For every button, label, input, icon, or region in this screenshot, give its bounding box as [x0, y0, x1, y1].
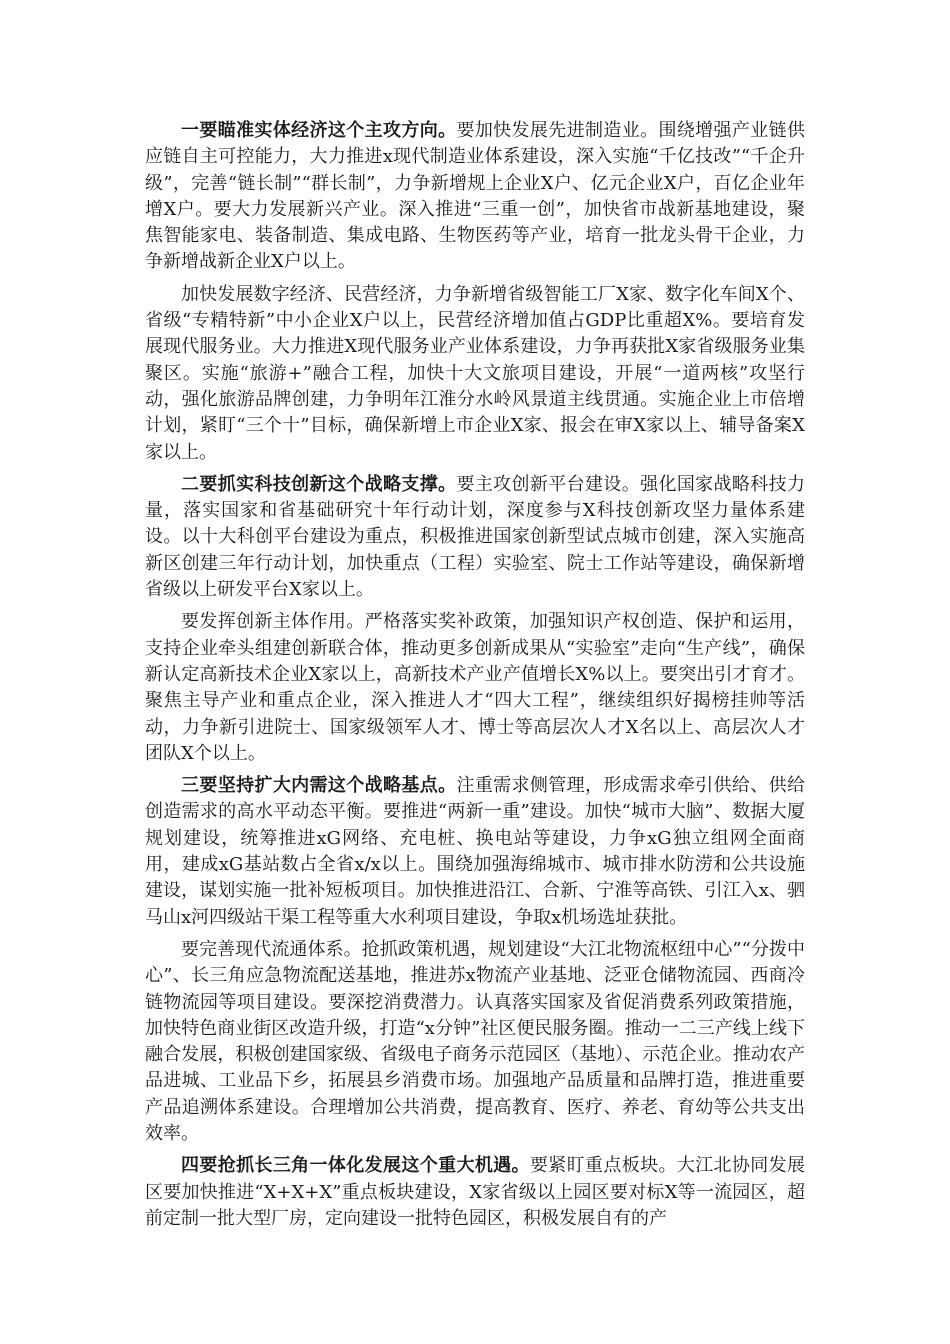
paragraph-lead-heading: 二要抓实科技创新这个战略支撑。	[181, 473, 457, 495]
paragraph-6	[145, 937, 805, 1147]
document-page	[145, 118, 805, 1238]
paragraph-4	[145, 609, 805, 767]
paragraph-lead-heading: 三要坚持扩大内需这个战略基点。	[181, 775, 457, 797]
paragraph-7	[145, 1153, 805, 1232]
paragraph-3	[145, 472, 805, 603]
paragraph-1	[145, 118, 805, 276]
paragraph-5	[145, 773, 805, 931]
paragraph-body: 注重需求侧管理，形成需求牵引供给、供给创造需求的高水平动态平衡。要推进“两新一重”建设。加快“城市大脑”、数据大厦规划建设，统筹推进xG网络、充电桩、换电站等建设，力争xG独立组网全面商用，建成xG基站数占全省x/x以上。围绕加强海绵城市、城市排水防涝和公共设施建设，谋划实施一批补短板项目。加快推进沿江、合新、宁淮等高铁、引江入x、驷马山x河四级站干渠工程等重大水利项目建设，争取x机场选址获批。	[145, 775, 805, 928]
paragraph-2	[145, 282, 805, 466]
paragraph-body: 要主攻创新平台建设。强化国家战略科技力量，落实国家和省基础研究十年行动计划，深度参与X科技创新攻坚力量体系建设。以十大科创平台建设为重点，积极推进国家创新型试点城市创建，深入实施高新区创建三年行动计划，加快重点（工程）实验室、院士工作站等建设，确保新增省级以上研发平台X家以上。	[145, 473, 805, 601]
paragraph-lead-heading: 四要抢抓长三角一体化发展这个重大机遇。	[181, 1155, 530, 1177]
paragraph-body: 要发挥创新主体作用。严格落实奖补政策，加强知识产权创造、保护和运用，支持企业牵头组建创新联合体，推动更多创新成果从“实验室”走向“生产线”，确保新认定高新技术企业X家以上，高新技术产业产值增长X%以上。要突出引才育才。聚焦主导产业和重点企业，深入推进人才“四大工程”，继续组织好揭榜挂帅等活动，力争新引进院士、国家级领军人才、博士等高层次人才X名以上、高层次人才团队X个以上。	[145, 611, 805, 764]
paragraph-body: 加快发展数字经济、民营经济，力争新增省级智能工厂X家、数字化车间X个、省级“专精特新”中小企业X户以上，民营经济增加值占GDP比重超X%。要培育发展现代服务业。大力推进X现代服务业产业体系建设，力争再获批X家省级服务业集聚区。实施“旅游+”融合工程，加快十大文旅项目建设，开展“一道两核”攻坚行动，强化旅游品牌创建，力争明年江淮分水岭风景道主线贯通。实施企业上市倍增计划，紧盯“三个十”目标，确保新增上市企业X家、报会在审X家以上、辅导备案X家以上。	[145, 283, 805, 463]
paragraph-body: 要完善现代流通体系。抢抓政策机遇，规划建设“大江北物流枢纽中心”“分拨中心”、长三角应急物流配送基地，推进苏x物流产业基地、泛亚仓储物流园、西商冷链物流园等项目建设。要深挖消费潜力。认真落实国家及省促消费系列政策措施，加快特色商业街区改造升级，打造“x分钟”社区便民服务圈。推动一二三产线上线下融合发展，积极创建国家级、省级电子商务示范园区（基地）、示范企业。推动农产品进城、工业品下乡，拓展县乡消费市场。加强地产品质量和品牌打造，推进重要产品追溯体系建设。合理增加公共消费，提高教育、医疗、养老、育幼等公共支出效率。	[145, 938, 805, 1144]
paragraph-body: 要加快发展先进制造业。围绕增强产业链供应链自主可控能力，大力推进x现代制造业体系建设，深入实施“千亿技改”“千企升级”，完善“链长制”“群长制”，力争新增规上企业X户、亿元企业X户，百亿企业年增X户。要大力发展新兴产业。深入推进“三重一创”，加快省市战新基地建设，聚焦智能家电、装备制造、集成电路、生物医药等产业，培育一批龙头骨干企业，力争新增战新企业X户以上。	[145, 120, 805, 273]
paragraph-lead-heading: 一要瞄准实体经济这个主攻方向。	[181, 120, 457, 141]
paragraph-body: 要紧盯重点板块。大江北协同发展区要加快推进“X+X+X”重点板块建设，X家省级以上园区要对标X等一流园区，超前定制一批大型厂房，定向建设一批特色园区，积极发展自有的产	[145, 1155, 806, 1229]
